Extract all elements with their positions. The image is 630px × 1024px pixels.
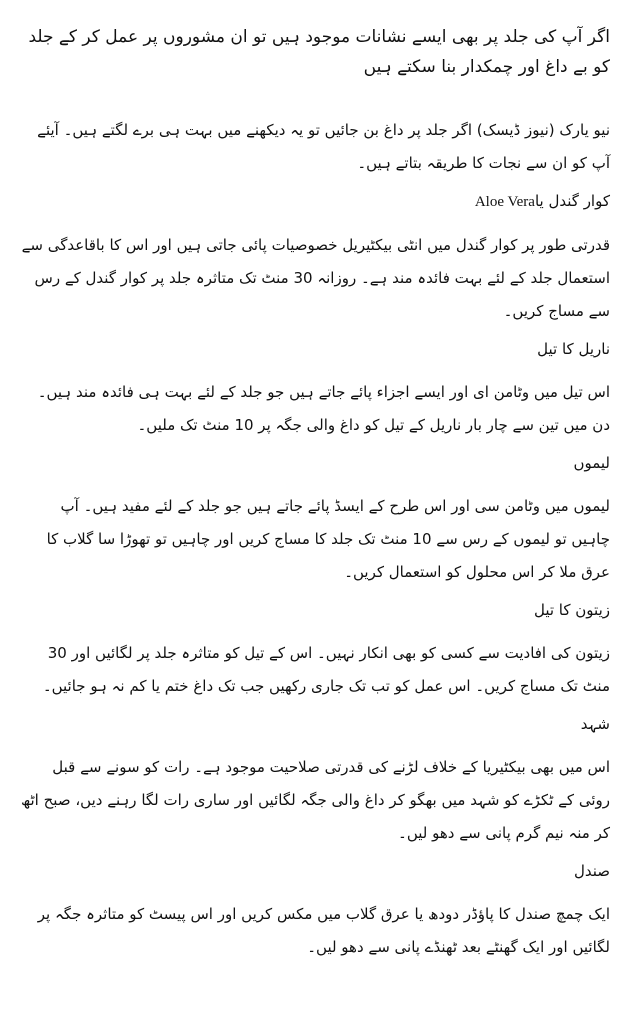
section-heading-sandalwood: صندل xyxy=(573,862,610,880)
section-heading-aloe-vera-english: Aloe Vera xyxy=(474,194,535,210)
section-body-olive-oil: زیتون کی افادیت سے کسی کو بھی انکار نہیں۔ اس کے تیل کو متاثرہ جلد پر لگائیں اور 30 منٹ تک مساج کریں۔ اس عمل کو تب تک جاری رکھیں جب تک داغ ختم یا کم نہ ہو جائیں۔ xyxy=(42,644,610,695)
section-body-honey: اس میں بھی بیکٹیریا کے خلاف لڑنے کی قدرتی صلاحیت موجود ہے۔ رات کو سونے سے قبل روئی کے ٹکڑے کو شہد میں بھگو کر داغ والی جگہ لگائیں اور ساری رات لگا رہنے دیں، صبح اٹھ کر منہ نیم گرم پانی سے دھو لیں۔ xyxy=(21,758,610,842)
section-body-aloe-vera: قدرتی طور پر کوار گندل میں انٹی بیکٹیریل خصوصیات پائی جاتی ہیں اور اس کا باقاعدگی سے استعمال جلد کے لئے بہت فائدہ مند ہے۔ روزانہ 30 منٹ تک متاثرہ جلد پر کوار گندل کے رس سے مساج کریں۔ xyxy=(21,236,610,320)
section-body-sandalwood: ایک چمچ صندل کا پاؤڈر دودھ یا عرق گلاب میں مکس کریں اور اس پیسٹ کو متاثرہ جگہ پر لگائیں اور ایک گھنٹے بعد ٹھنڈے پانی سے دھو لیں۔ xyxy=(37,905,610,956)
section-heading-olive-oil: زیتون کا تیل xyxy=(533,601,610,619)
article-title: اگر آپ کی جلد پر بھی ایسے نشانات موجود ہیں تو ان مشوروں پر عمل کر کے جلد کو بے داغ اور چمکدار بنا سکتے ہیں xyxy=(28,27,610,77)
section-heading-aloe-vera xyxy=(18,186,610,217)
section-body-coconut-oil: اس تیل میں وٹامن ای اور ایسے اجزاء پائے جاتے ہیں جو جلد کے لئے بہت ہی فائدہ مند ہیں۔ دن میں تین سے چار بار ناریل کے تیل کو داغ والی جگہ پر 10 منٹ تک ملیں۔ xyxy=(37,383,610,434)
section-heading-coconut-oil: ناریل کا تیل xyxy=(537,340,610,358)
section-heading-aloe-vera-urdu: کوار گندل یا xyxy=(534,192,610,210)
section-heading-honey: شہد xyxy=(580,715,610,733)
article-intro: نیو یارک (نیوز ڈیسک) اگر جلد پر داغ بن جائیں تو یہ دیکھنے میں بہت ہی برے لگتے ہیں۔ آیئے آپ کو ان سے نجات کا طریقہ بتاتے ہیں۔ xyxy=(37,121,610,172)
section-heading-lemon: لیموں xyxy=(573,454,610,472)
section-body-lemon: لیموں میں وٹامن سی اور اس طرح کے ایسڈ پائے جاتے ہیں جو جلد کے لئے مفید ہیں۔ آپ چاہیں تو لیموں کے رس سے 10 منٹ تک جلد کا مساج کریں اور چاہیں تو تھوڑا سا گلاب کا عرق ملا کر اس محلول کو استعمال کریں۔ xyxy=(46,497,610,581)
